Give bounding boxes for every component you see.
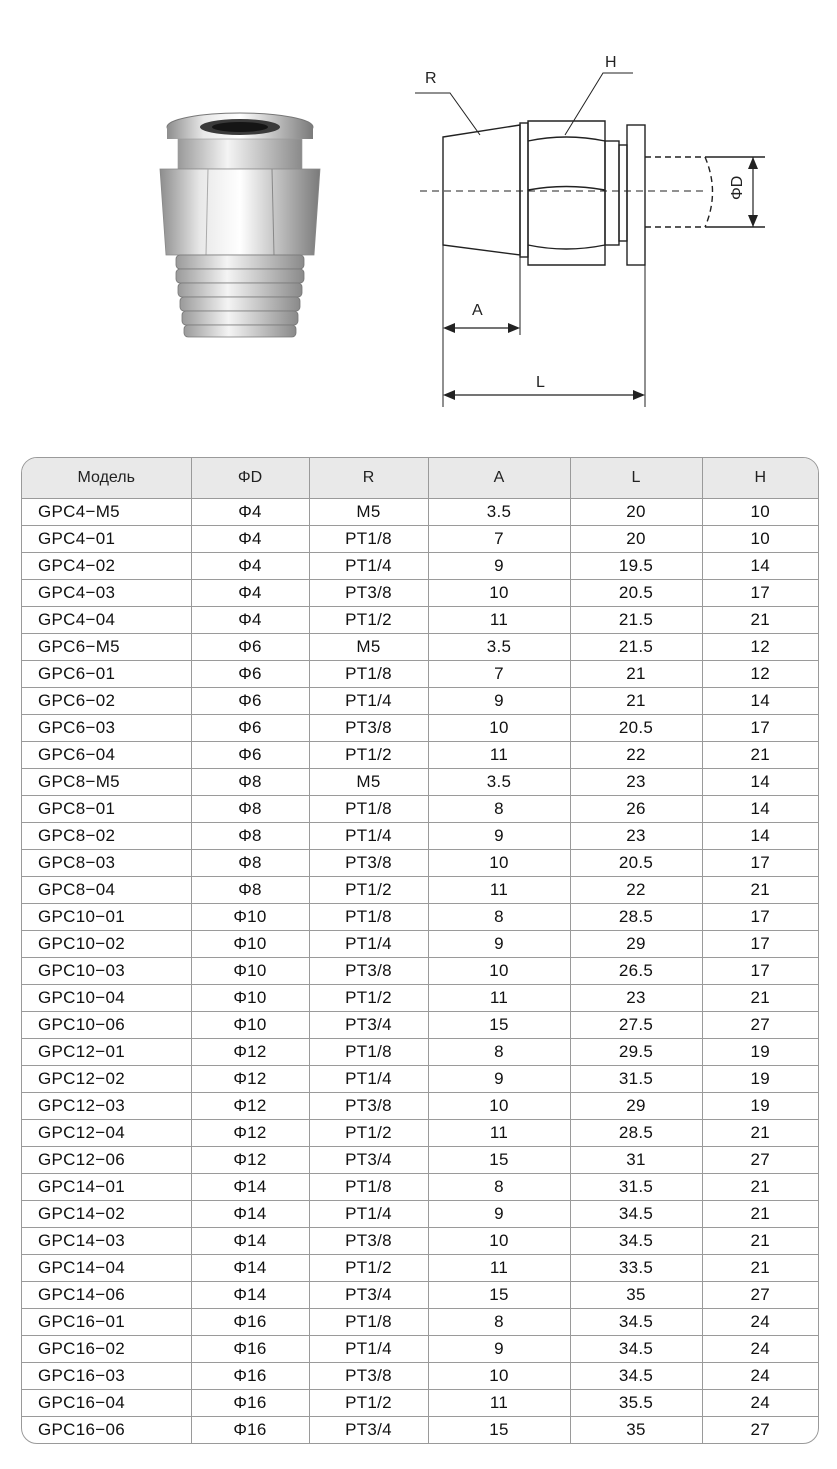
cell-a: 11 <box>428 1120 570 1147</box>
cell-model: GPC6−02 <box>22 688 191 715</box>
cell-h: 19 <box>702 1066 818 1093</box>
cell-diameter: Φ12 <box>191 1147 309 1174</box>
cell-l: 26.5 <box>570 958 702 985</box>
cell-a: 8 <box>428 796 570 823</box>
cell-a: 9 <box>428 823 570 850</box>
cell-l: 20.5 <box>570 715 702 742</box>
cell-thread: PT1/8 <box>309 1174 428 1201</box>
cell-thread: PT1/4 <box>309 1066 428 1093</box>
cell-a: 8 <box>428 904 570 931</box>
cell-a: 7 <box>428 526 570 553</box>
cell-model: GPC4−M5 <box>22 499 191 526</box>
cell-model: GPC8−02 <box>22 823 191 850</box>
cell-a: 8 <box>428 1174 570 1201</box>
cell-h: 21 <box>702 607 818 634</box>
cell-thread: PT3/4 <box>309 1147 428 1174</box>
cell-a: 11 <box>428 877 570 904</box>
cell-thread: PT1/2 <box>309 877 428 904</box>
cell-a: 8 <box>428 1309 570 1336</box>
cell-diameter: Φ16 <box>191 1417 309 1444</box>
table-row <box>22 1174 818 1201</box>
cell-diameter: Φ14 <box>191 1174 309 1201</box>
cell-l: 34.5 <box>570 1336 702 1363</box>
cell-thread: PT3/4 <box>309 1012 428 1039</box>
cell-h: 24 <box>702 1390 818 1417</box>
table-row <box>22 715 818 742</box>
cell-l: 21.5 <box>570 607 702 634</box>
cell-model: GPC4−02 <box>22 553 191 580</box>
cell-thread: PT1/4 <box>309 1336 428 1363</box>
table-row <box>22 661 818 688</box>
cell-model: GPC6−01 <box>22 661 191 688</box>
cell-diameter: Φ10 <box>191 931 309 958</box>
cell-diameter: Φ12 <box>191 1120 309 1147</box>
cell-thread: PT3/8 <box>309 580 428 607</box>
cell-a: 10 <box>428 958 570 985</box>
table-row <box>22 985 818 1012</box>
cell-h: 14 <box>702 769 818 796</box>
cell-h: 14 <box>702 553 818 580</box>
cell-h: 24 <box>702 1309 818 1336</box>
cell-model: GPC12−01 <box>22 1039 191 1066</box>
cell-l: 19.5 <box>570 553 702 580</box>
cell-model: GPC14−02 <box>22 1201 191 1228</box>
cell-h: 10 <box>702 526 818 553</box>
cell-diameter: Φ16 <box>191 1390 309 1417</box>
cell-l: 33.5 <box>570 1255 702 1282</box>
cell-diameter: Φ4 <box>191 499 309 526</box>
cell-diameter: Φ12 <box>191 1039 309 1066</box>
cell-a: 9 <box>428 553 570 580</box>
cell-l: 31.5 <box>570 1066 702 1093</box>
dimension-drawing <box>405 45 805 415</box>
table-row <box>22 877 818 904</box>
cell-diameter: Φ4 <box>191 553 309 580</box>
cell-model: GPC6−03 <box>22 715 191 742</box>
cell-h: 21 <box>702 877 818 904</box>
cell-thread: PT1/2 <box>309 742 428 769</box>
cell-diameter: Φ8 <box>191 850 309 877</box>
table-row <box>22 796 818 823</box>
table-row <box>22 1417 818 1444</box>
cell-model: GPC10−03 <box>22 958 191 985</box>
table-row <box>22 1309 818 1336</box>
cell-thread: PT1/2 <box>309 1255 428 1282</box>
cell-model: GPC16−06 <box>22 1417 191 1444</box>
cell-l: 31.5 <box>570 1174 702 1201</box>
cell-model: GPC14−01 <box>22 1174 191 1201</box>
cell-diameter: Φ4 <box>191 526 309 553</box>
cell-thread: PT3/8 <box>309 1093 428 1120</box>
cell-h: 17 <box>702 850 818 877</box>
cell-h: 12 <box>702 634 818 661</box>
table-row <box>22 688 818 715</box>
header-model: Модель <box>22 458 191 499</box>
cell-l: 29.5 <box>570 1039 702 1066</box>
cell-h: 27 <box>702 1012 818 1039</box>
table-row <box>22 634 818 661</box>
cell-a: 3.5 <box>428 499 570 526</box>
cell-h: 14 <box>702 796 818 823</box>
table-body <box>22 499 818 1444</box>
cell-thread: PT1/4 <box>309 931 428 958</box>
table-row <box>22 526 818 553</box>
cell-thread: PT1/8 <box>309 661 428 688</box>
cell-a: 10 <box>428 715 570 742</box>
table-row <box>22 769 818 796</box>
cell-a: 3.5 <box>428 634 570 661</box>
table-row <box>22 1147 818 1174</box>
table-row <box>22 958 818 985</box>
table-row <box>22 1282 818 1309</box>
cell-thread: PT1/8 <box>309 1309 428 1336</box>
cell-model: GPC12−03 <box>22 1093 191 1120</box>
cell-l: 26 <box>570 796 702 823</box>
cell-diameter: Φ6 <box>191 634 309 661</box>
cell-a: 15 <box>428 1012 570 1039</box>
label-d: ΦD <box>729 175 746 200</box>
cell-model: GPC14−04 <box>22 1255 191 1282</box>
cell-l: 22 <box>570 742 702 769</box>
cell-a: 11 <box>428 1255 570 1282</box>
cell-l: 23 <box>570 769 702 796</box>
table-row <box>22 931 818 958</box>
table-row <box>22 823 818 850</box>
cell-h: 21 <box>702 1174 818 1201</box>
cell-h: 27 <box>750 1420 770 1439</box>
table-row <box>22 1336 818 1363</box>
cell-h: 21 <box>702 985 818 1012</box>
cell-model: GPC14−06 <box>22 1282 191 1309</box>
cell-a: 10 <box>428 850 570 877</box>
cell-h: 17 <box>702 958 818 985</box>
header-diameter: ΦD <box>191 458 309 499</box>
product-photo <box>150 105 330 355</box>
cell-h: 21 <box>702 1201 818 1228</box>
cell-diameter: Φ10 <box>191 958 309 985</box>
cell-h: 12 <box>702 661 818 688</box>
cell-l: 28.5 <box>570 1120 702 1147</box>
cell-diameter: Φ10 <box>191 1012 309 1039</box>
cell-model: GPC8−03 <box>22 850 191 877</box>
table-row <box>22 499 818 526</box>
table-row <box>22 607 818 634</box>
cell-model: GPC8−01 <box>22 796 191 823</box>
cell-l: 29 <box>570 931 702 958</box>
table-row <box>22 1255 818 1282</box>
cell-l: 29 <box>570 1093 702 1120</box>
cell-thread: PT3/8 <box>309 715 428 742</box>
cell-model: GPC12−06 <box>22 1147 191 1174</box>
cell-l: 27.5 <box>570 1012 702 1039</box>
cell-a: 9 <box>428 1336 570 1363</box>
cell-thread: PT1/4 <box>309 553 428 580</box>
table-row <box>22 1228 818 1255</box>
table-row <box>22 742 818 769</box>
label-r: R <box>425 70 437 87</box>
cell-h: 21 <box>702 1255 818 1282</box>
cell-diameter: Φ4 <box>191 607 309 634</box>
cell-thread: M5 <box>309 499 428 526</box>
cell-h: 21 <box>702 1120 818 1147</box>
cell-model: GPC10−06 <box>22 1012 191 1039</box>
cell-thread: PT3/8 <box>309 850 428 877</box>
cell-a: 10 <box>428 1363 570 1390</box>
cell-a: 11 <box>428 742 570 769</box>
cell-l: 22 <box>570 877 702 904</box>
cell-diameter: Φ4 <box>191 580 309 607</box>
cell-a: 15 <box>428 1282 570 1309</box>
cell-diameter: Φ14 <box>191 1228 309 1255</box>
header-thread: R <box>309 458 428 499</box>
cell-a: 10 <box>428 580 570 607</box>
cell-h: 17 <box>702 580 818 607</box>
label-h: H <box>605 54 617 71</box>
cell-a: 9 <box>428 1201 570 1228</box>
cell-h: 19 <box>702 1093 818 1120</box>
cell-h: 17 <box>702 931 818 958</box>
cell-diameter: Φ8 <box>191 796 309 823</box>
cell-model: GPC10−01 <box>22 904 191 931</box>
cell-thread: PT1/2 <box>309 1390 428 1417</box>
cell-model: GPC14−03 <box>22 1228 191 1255</box>
cell-diameter: Φ6 <box>191 715 309 742</box>
cell-l: 23 <box>570 985 702 1012</box>
cell-thread: PT1/8 <box>309 796 428 823</box>
cell-h: 21 <box>702 1228 818 1255</box>
table-row <box>22 1390 818 1417</box>
cell-diameter: Φ14 <box>191 1201 309 1228</box>
table-row <box>22 1012 818 1039</box>
cell-thread: M5 <box>309 634 428 661</box>
cell-diameter: Φ16 <box>191 1336 309 1363</box>
table-row <box>22 580 818 607</box>
cell-a: 11 <box>428 607 570 634</box>
cell-diameter: Φ8 <box>191 877 309 904</box>
cell-diameter: Φ16 <box>191 1363 309 1390</box>
cell-a: 9 <box>428 931 570 958</box>
cell-thread: PT3/8 <box>309 1228 428 1255</box>
cell-h: 21 <box>702 742 818 769</box>
cell-thread: PT1/2 <box>309 1120 428 1147</box>
cell-l: 20.5 <box>570 580 702 607</box>
cell-h: 14 <box>702 688 818 715</box>
cell-diameter: Φ6 <box>191 661 309 688</box>
cell-a: 11 <box>428 1390 570 1417</box>
cell-model: GPC8−04 <box>22 877 191 904</box>
cell-l: 21 <box>570 688 702 715</box>
cell-a: 7 <box>428 661 570 688</box>
cell-h: 17 <box>702 904 818 931</box>
cell-a: 10 <box>428 1228 570 1255</box>
header-a: A <box>428 458 570 499</box>
cell-model: GPC6−M5 <box>22 634 191 661</box>
spec-table-container <box>21 457 819 1444</box>
cell-model: GPC16−02 <box>22 1336 191 1363</box>
cell-h: 24 <box>702 1336 818 1363</box>
cell-thread: PT1/4 <box>309 688 428 715</box>
cell-thread: PT1/2 <box>309 985 428 1012</box>
label-l: L <box>536 374 545 391</box>
cell-thread: PT1/8 <box>309 904 428 931</box>
cell-thread: PT1/2 <box>309 607 428 634</box>
cell-model: GPC4−01 <box>22 526 191 553</box>
cell-l: 20 <box>570 499 702 526</box>
cell-thread: PT3/4 <box>309 1282 428 1309</box>
cell-h: 27 <box>702 1147 818 1174</box>
cell-a: 3.5 <box>428 769 570 796</box>
cell-l: 20 <box>570 526 702 553</box>
cell-model: GPC16−03 <box>22 1363 191 1390</box>
cell-thread: PT3/4 <box>309 1417 428 1444</box>
cell-a: 9 <box>428 688 570 715</box>
cell-model: GPC4−03 <box>22 580 191 607</box>
table-row <box>22 904 818 931</box>
cell-l: 21.5 <box>570 634 702 661</box>
cell-l: 34.5 <box>570 1363 702 1390</box>
cell-diameter: Φ14 <box>191 1255 309 1282</box>
label-a: A <box>472 302 483 319</box>
cell-l: 34.5 <box>570 1228 702 1255</box>
cell-h: 24 <box>702 1363 818 1390</box>
cell-thread: PT1/4 <box>309 823 428 850</box>
table-row <box>22 850 818 877</box>
cell-h: 27 <box>702 1282 818 1309</box>
cell-l: 28.5 <box>570 904 702 931</box>
cell-h: 17 <box>702 715 818 742</box>
cell-model: GPC12−04 <box>22 1120 191 1147</box>
cell-h: 10 <box>702 499 818 526</box>
cell-h: 19 <box>702 1039 818 1066</box>
cell-diameter: Φ8 <box>191 823 309 850</box>
cell-diameter: Φ12 <box>191 1093 309 1120</box>
cell-model: GPC12−02 <box>22 1066 191 1093</box>
cell-l: 35 <box>570 1417 702 1444</box>
cell-diameter: Φ16 <box>191 1309 309 1336</box>
header-l: L <box>570 458 702 499</box>
cell-a: 15 <box>428 1417 570 1444</box>
cell-diameter: Φ10 <box>191 985 309 1012</box>
cell-thread: PT3/8 <box>309 1363 428 1390</box>
cell-h: 14 <box>702 823 818 850</box>
cell-thread: PT3/8 <box>309 958 428 985</box>
cell-model: GPC10−02 <box>22 931 191 958</box>
header-h: H <box>702 458 818 499</box>
table-row <box>22 1039 818 1066</box>
cell-l: 34.5 <box>570 1201 702 1228</box>
cell-diameter: Φ8 <box>191 769 309 796</box>
cell-diameter: Φ10 <box>191 904 309 931</box>
cell-a: 10 <box>428 1093 570 1120</box>
cell-l: 23 <box>570 823 702 850</box>
cell-model: GPC16−01 <box>22 1309 191 1336</box>
cell-thread: PT1/4 <box>309 1201 428 1228</box>
table-row <box>22 1363 818 1390</box>
table-row <box>22 1201 818 1228</box>
cell-diameter: Φ6 <box>191 688 309 715</box>
table-row <box>22 1066 818 1093</box>
cell-thread: PT1/8 <box>309 526 428 553</box>
cell-l: 35.5 <box>570 1390 702 1417</box>
table-row <box>22 1093 818 1120</box>
table-header-row <box>22 458 818 499</box>
cell-a: 8 <box>428 1039 570 1066</box>
cell-l: 34.5 <box>570 1309 702 1336</box>
table-row <box>22 553 818 580</box>
cell-a: 15 <box>428 1147 570 1174</box>
cell-thread: PT1/8 <box>309 1039 428 1066</box>
table-row <box>22 1120 818 1147</box>
cell-l: 35 <box>570 1282 702 1309</box>
cell-model: GPC4−04 <box>22 607 191 634</box>
cell-l: 21 <box>570 661 702 688</box>
cell-a: 9 <box>428 1066 570 1093</box>
cell-diameter: Φ6 <box>191 742 309 769</box>
cell-model: GPC16−04 <box>22 1390 191 1417</box>
cell-diameter: Φ14 <box>191 1282 309 1309</box>
cell-a: 11 <box>428 985 570 1012</box>
cell-model: GPC6−04 <box>22 742 191 769</box>
cell-model: GPC10−04 <box>22 985 191 1012</box>
cell-l: 20.5 <box>570 850 702 877</box>
cell-thread: M5 <box>309 769 428 796</box>
cell-diameter: Φ12 <box>191 1066 309 1093</box>
cell-model: GPC8−M5 <box>22 769 191 796</box>
spec-table <box>22 458 818 1443</box>
cell-l: 31 <box>570 1147 702 1174</box>
